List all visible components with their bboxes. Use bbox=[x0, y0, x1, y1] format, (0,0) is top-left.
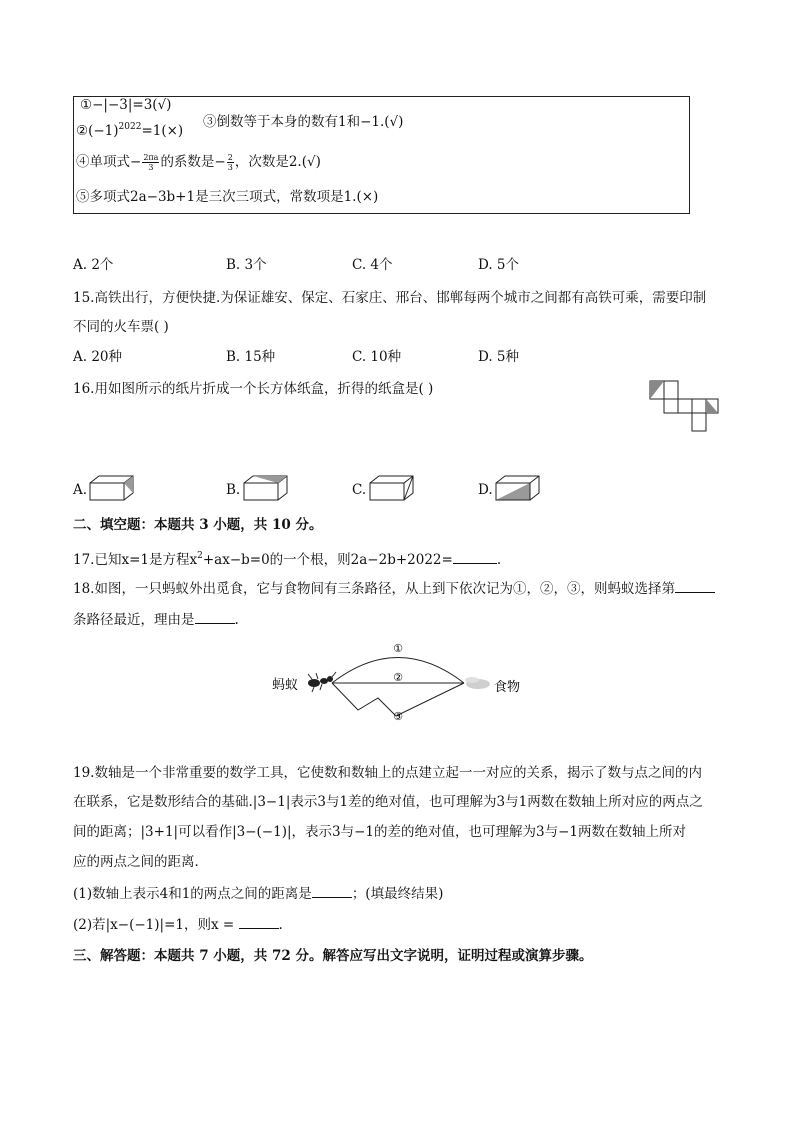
q16-option-c-box bbox=[368, 474, 416, 502]
q14-option-a: A. 2个 bbox=[73, 257, 114, 273]
section-3-heading: 三、解答题：本题共 7 小题，共 72 分。解答应写出文字说明，证明过程或演算步骤。 bbox=[73, 948, 593, 964]
q16-option-a-box bbox=[88, 474, 136, 502]
q19-stem-line4: 应的两点之间的距离． bbox=[73, 854, 208, 870]
statement-4: ④单项式− $\frac{2\pi a}{3}$ 的系数是− $\frac{2}{3}$ ，次数是2.(√) bbox=[76, 153, 321, 172]
q19-sub2: (2)若|x−(−1)|=1，则x = . bbox=[73, 917, 283, 933]
q16-option-b: B. bbox=[226, 482, 241, 498]
q16-option-c: C. bbox=[352, 482, 367, 498]
statement-5: ⑤多项式2a−3b+1是三次三项式，常数项是1.(×) bbox=[76, 189, 379, 205]
food-label: 食物 bbox=[494, 680, 521, 695]
q18-reason-blank bbox=[195, 611, 235, 624]
q15-option-c: C. 10种 bbox=[352, 349, 402, 365]
q17-stem: 17.已知x=1是方程$x^2+ax-b=0$的一个根，则2a−2b+2022= . bbox=[73, 551, 502, 568]
q14-option-b: B. 3个 bbox=[226, 257, 267, 273]
q19-sub2-blank bbox=[239, 916, 279, 929]
box-net-figure bbox=[648, 379, 722, 435]
q16-option-b-box bbox=[242, 474, 290, 502]
q16-option-d: D. bbox=[478, 482, 493, 498]
statement-1: ①−|−3|=3(√) bbox=[80, 97, 172, 113]
q15-stem-line2: 不同的火车票( ) bbox=[73, 319, 169, 335]
q19-stem-line2: 在联系，它是数形结合的基础.|3−1|表示3与1差的绝对值，也可理解为3与1两数在数轴上所对应的两点之 bbox=[73, 794, 703, 810]
path-3-label: ③ bbox=[393, 710, 403, 723]
q19-stem-line3: 间的距离；|3+1|可以看作|3−(−1)|，表示3与−1的差的绝对值，也可理解为3与−1两数在数轴上所对 bbox=[73, 824, 686, 840]
q15-option-a: A. 20种 bbox=[73, 349, 123, 365]
ant-icon bbox=[308, 672, 336, 692]
q18-path-blank bbox=[675, 580, 715, 593]
q19-sub1-blank bbox=[312, 885, 352, 898]
food-icon bbox=[465, 677, 490, 689]
path-1-label: ① bbox=[393, 642, 403, 655]
q16-option-a: A. bbox=[73, 482, 88, 498]
section-2-heading: 二、填空题：本题共 3 小题，共 10 分。 bbox=[73, 517, 323, 533]
q15-stem-line1: 15.高铁出行，方便快捷.为保证雄安、保定、石家庄、邢台、邯郸每两个城市之间都有高铁可乘，需要印制 bbox=[73, 290, 707, 306]
q15-option-b: B. 15种 bbox=[226, 349, 276, 365]
statement-3: ③倒数等于本身的数有1和−1.(√) bbox=[203, 114, 404, 130]
ant-path-figure bbox=[266, 634, 532, 726]
q14-option-d: D. 5个 bbox=[478, 257, 520, 273]
q16-stem: 16.用如图所示的纸片折成一个长方体纸盒，折得的纸盒是( ) bbox=[73, 381, 434, 397]
q15-option-d: D. 5种 bbox=[478, 349, 520, 365]
path-2-label: ② bbox=[393, 671, 403, 684]
statement-2: $②(-1)^{2022}=1(\times)$ bbox=[76, 122, 184, 139]
ant-label: 蚂蚁 bbox=[272, 678, 299, 693]
q18-stem-line2: 条路径最近，理由是 . bbox=[73, 612, 239, 628]
q14-option-c: C. 4个 bbox=[352, 257, 393, 273]
q17-answer-blank bbox=[453, 551, 497, 564]
q18-stem-line1: 18.如图，一只蚂蚁外出觅食，它与食物间有三条路径，从上到下依次记为①，②，③，则蚂蚁选择第 bbox=[73, 580, 715, 598]
q19-stem-line1: 19.数轴是一个非常重要的数学工具，它使数和数轴上的点建立起一一对应的关系，揭示了数与点之间的内 bbox=[73, 765, 702, 781]
q16-option-d-box bbox=[494, 474, 542, 502]
q19-sub1: (1)数轴上表示4和1的两点之间的距离是 ；(填最终结果) bbox=[73, 886, 444, 902]
